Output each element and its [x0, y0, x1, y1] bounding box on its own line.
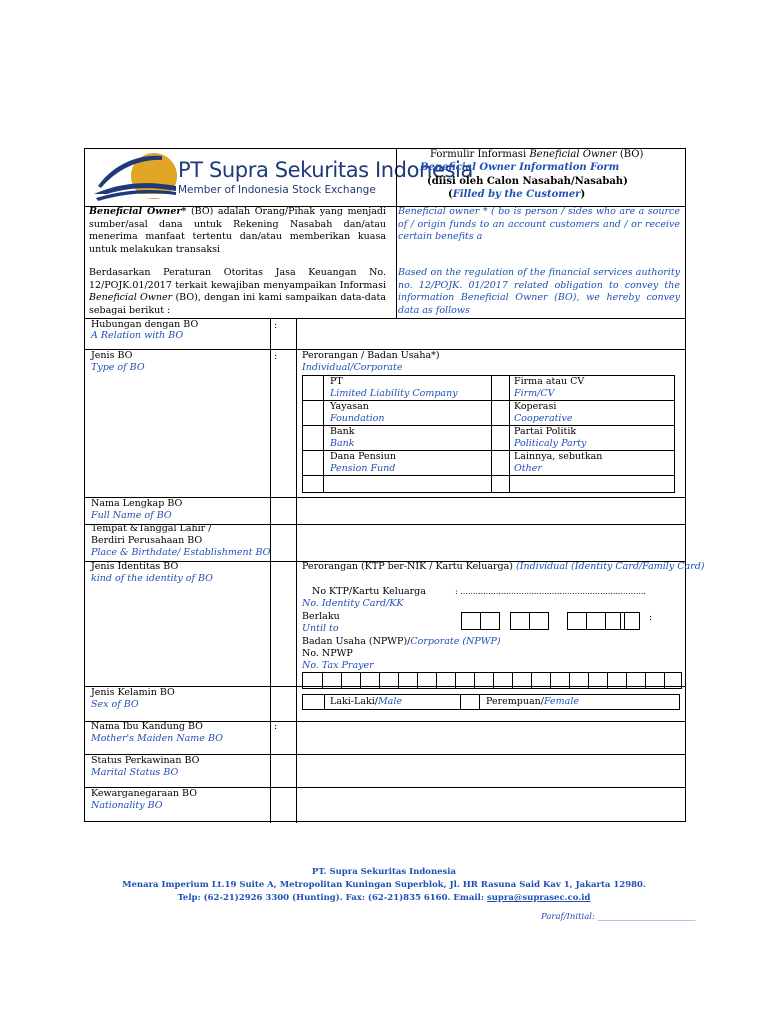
type-label-en: Type of BO	[91, 362, 145, 373]
checkbox-female[interactable]	[460, 695, 478, 709]
fullname-label-en: Full Name of BO	[91, 510, 172, 521]
type-item-bank-en: Bank	[330, 438, 355, 449]
identity-individual: Perorangan (KTP ber-NIK / Kartu Keluarga) (Individual (Identity Card/Family Card)	[302, 561, 705, 572]
type-item-cooperative: Koperasi	[514, 401, 557, 412]
type-item-foundation: Yayasan	[330, 401, 369, 412]
date-box[interactable]	[461, 612, 481, 630]
date-box[interactable]	[586, 612, 606, 630]
date-box[interactable]	[620, 612, 640, 630]
birth-label-2: Berdiri Perusahaan BO	[91, 535, 203, 546]
footer-address: Menara Imperium Lt.19 Suite A, Metropolitan Kuningan Superblok, Jl. HR Rasuna Said Kav 1, Jakarta 12980.	[122, 880, 646, 890]
checkbox-pt[interactable]	[303, 376, 322, 399]
type-option: Perorangan / Badan Usaha*)	[302, 350, 440, 361]
valid-until-label-en: Until to	[302, 623, 339, 634]
column-divider	[270, 318, 271, 823]
type-item-firm: Firma atau CV	[514, 376, 585, 387]
checkbox-firm-cv[interactable]	[491, 376, 508, 399]
marital-field[interactable]	[296, 754, 684, 786]
identity-label: Jenis Identitas BO	[91, 561, 179, 572]
nationality-label-en: Nationality BO	[91, 800, 163, 811]
sex-male: Laki-Laki/Male	[330, 696, 403, 707]
type-item-political-party-en: Politicaly Party	[514, 438, 587, 449]
valid-until-colon: :	[649, 612, 653, 623]
nationality-field[interactable]	[296, 787, 684, 820]
birth-field[interactable]	[296, 524, 684, 559]
footer-email-link[interactable]: supra@suprasec.co.id	[486, 893, 591, 903]
form-subtitle: (diisi oleh Calon Nasabah/Nasabah)	[427, 176, 628, 187]
date-box[interactable]	[567, 612, 587, 630]
identity-label-en: kind of the identity of BO	[91, 573, 213, 584]
checkbox-other[interactable]	[491, 451, 508, 474]
relation-field[interactable]	[296, 318, 684, 348]
marital-label-en: Marital Status BO	[91, 767, 179, 778]
sex-female: Perempuan/Female	[486, 696, 579, 707]
npwp-input-boxes[interactable]	[302, 672, 682, 689]
mother-field[interactable]	[296, 721, 684, 753]
type-item-pt: PT	[330, 376, 343, 387]
birth-label-en: Place & Birthdate/ Establishment BO	[91, 547, 271, 558]
intro-paragraph-1-en: Beneficial owner * ( bo is person / sides who are a source of / origin funds to an account customers and / or receive certain benefits a	[398, 206, 680, 242]
ktp-label: No KTP/Kartu Keluarga	[312, 586, 426, 597]
date-box[interactable]	[529, 612, 549, 630]
type-option-en: Individual/Corporate	[302, 362, 403, 373]
sex-label-en: Sex of BO	[91, 699, 139, 710]
type-item-political-party: Partai Politik	[514, 426, 577, 437]
ktp-field[interactable]: : .........................................................................	[455, 587, 646, 596]
birth-label: Tempat &Tanggal Lahir /	[91, 523, 212, 534]
form-title-en: Beneficial Owner Information Form	[420, 162, 620, 173]
date-box[interactable]	[510, 612, 530, 630]
npwp-label-en: No. Tax Prayer	[302, 660, 374, 671]
intro-paragraph-2-en: Based on the regulation of the financial services authority no. 12/POJK. 01/2017 related obligation to convey the information Beneficial Owner (BO), we hereby convey data as follows	[398, 267, 680, 316]
type-colon: :	[274, 351, 278, 362]
mother-colon: :	[274, 721, 278, 732]
relation-label-en: A Relation with BO	[91, 330, 184, 341]
valid-until-label: Berlaku	[302, 611, 340, 622]
corporate-npwp: Badan Usaha (NPWP)/Corporate (NPWP)	[302, 636, 501, 647]
mother-label-en: Mother's Maiden Name BO	[91, 733, 223, 744]
sex-label: Jenis Kelamin BO	[91, 687, 175, 698]
type-item-other-en: Other	[514, 463, 542, 474]
type-item-firm-en: Firm/CV	[514, 388, 555, 399]
checkbox-pension-fund[interactable]	[303, 451, 322, 474]
npwp-label: No. NPWP	[302, 648, 353, 659]
checkbox-bank[interactable]	[303, 426, 322, 449]
type-item-other: Lainnya, sebutkan	[514, 451, 603, 462]
other-specify-field[interactable]	[324, 476, 674, 492]
checkbox-foundation[interactable]	[303, 401, 322, 424]
ktp-label-en: No. Identity Card/KK	[302, 598, 404, 609]
nationality-label: Kewarganegaraan BO	[91, 788, 197, 799]
marital-label: Status Perkawinan BO	[91, 755, 200, 766]
checkbox-cooperative[interactable]	[491, 401, 508, 424]
intro-paragraph-2: Berdasarkan Peraturan Otoritas Jasa Keuangan No. 12/POJK.01/2017 terkait kewajiban menyampaikan Informasi Beneficial Owner (BO), dengan ini kami sampaikan data-data sebagai berikut :	[89, 267, 386, 316]
fullname-field[interactable]	[296, 497, 684, 523]
type-item-pension-fund: Dana Pensiun	[330, 451, 396, 462]
column-divider	[396, 149, 397, 318]
checkbox-male[interactable]	[303, 695, 323, 709]
relation-label: Hubungan dengan BO	[91, 319, 199, 330]
relation-colon: :	[274, 320, 278, 331]
type-label: Jenis BO	[91, 350, 133, 361]
initial-signature[interactable]: Paraf/Initial: _______________________	[541, 912, 696, 922]
footer-contact: Telp: (62-21)2926 3300 (Hunting). Fax: (62-21)835 6160. Email: supra@suprasec.co.id	[177, 893, 591, 903]
form-subtitle-en: (Filled by the Customer)	[448, 189, 586, 200]
checkbox-political-party[interactable]	[491, 426, 508, 449]
type-item-cooperative-en: Cooperative	[514, 413, 573, 424]
form-title: Formulir Informasi Beneficial Owner (BO)	[430, 149, 644, 160]
footer-company: PT. Supra Sekuritas Indonesia	[311, 867, 457, 877]
type-item-pt-en: Limited Liability Company	[330, 388, 458, 399]
date-box[interactable]	[480, 612, 500, 630]
type-item-foundation-en: Foundation	[330, 413, 385, 424]
intro-paragraph-1: Beneficial Owner* (BO) adalah Orang/Pihak yang menjadi sumber/asal dana untuk Rekening Nasabah dan/atau menerima manfaat tertentu dan/atau memberikan kuasa untuk melakukan transaksi	[89, 206, 386, 255]
type-item-bank: Bank	[330, 426, 355, 437]
fullname-label: Nama Lengkap BO	[91, 498, 183, 509]
company-logo-name: PT Supra Sekuritas Indonesia	[178, 158, 473, 182]
company-logo-subtitle: Member of Indonesia Stock Exchange	[178, 184, 376, 196]
mother-label: Nama Ibu Kandung BO	[91, 721, 203, 732]
type-item-pension-fund-en: Pension Fund	[330, 463, 396, 474]
